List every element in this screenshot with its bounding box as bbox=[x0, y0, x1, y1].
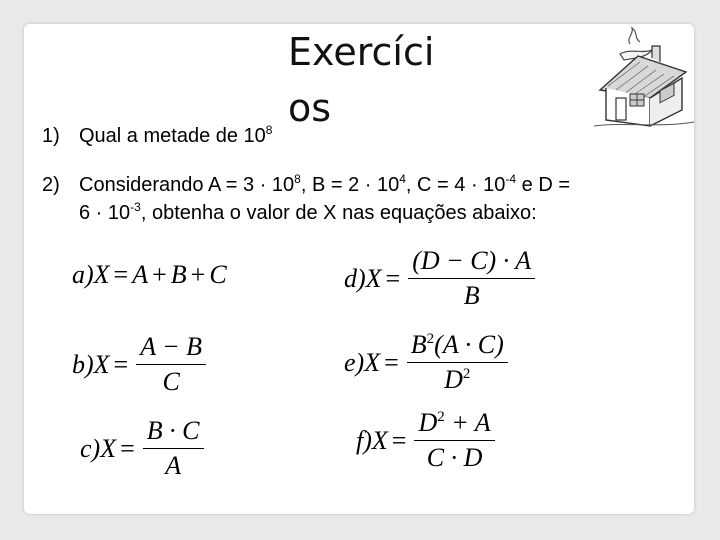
term: C bbox=[209, 260, 227, 289]
equals-sign: = bbox=[113, 349, 129, 379]
term: B bbox=[170, 260, 187, 289]
equals-sign: = bbox=[120, 433, 135, 463]
question-text-line-1: Considerando $A = 3 \cdot 10^8$, $B = 2 \cdot 10^4$, $C = 4 \cdot 10^{-4}$ e D = bbox=[79, 172, 571, 196]
slide-title: Exercícios bbox=[288, 30, 435, 130]
equals-sign: = bbox=[113, 260, 129, 289]
fraction bbox=[143, 416, 204, 481]
fraction bbox=[136, 332, 206, 397]
term: A bbox=[132, 260, 149, 289]
equals-sign: = bbox=[391, 425, 407, 455]
equation-label: e)X bbox=[344, 347, 381, 377]
fraction bbox=[407, 330, 508, 395]
equation-c bbox=[80, 416, 204, 481]
equation-b bbox=[72, 332, 206, 397]
equation-label: c)X bbox=[80, 433, 117, 463]
denominator: C bbox=[162, 367, 180, 396]
denominator: $D^2$ bbox=[444, 365, 471, 394]
question-number: 1) bbox=[42, 125, 60, 147]
question-number: 2) bbox=[42, 174, 60, 196]
question-text: Qual a metade de $10^8$ bbox=[79, 123, 273, 147]
equals-sign: = bbox=[384, 347, 399, 377]
equation-e bbox=[344, 330, 508, 395]
fraction bbox=[408, 246, 535, 311]
numerator: A − B bbox=[136, 332, 206, 365]
equation-label: b)X bbox=[72, 349, 110, 379]
numerator: $B^2(A \cdot C)$ bbox=[407, 330, 508, 363]
operator: + bbox=[152, 260, 167, 289]
equation-label: f)X bbox=[356, 425, 388, 455]
house-sketch-icon bbox=[590, 24, 698, 128]
equation-d bbox=[344, 246, 535, 311]
operator: + bbox=[190, 260, 206, 289]
equation-label: a)X bbox=[72, 260, 110, 289]
denominator: A bbox=[165, 451, 182, 480]
fraction bbox=[414, 408, 494, 473]
equation-label: d)X bbox=[344, 263, 382, 293]
denominator: C · D bbox=[426, 443, 483, 472]
equation-f bbox=[356, 408, 495, 473]
equals-sign: = bbox=[385, 263, 401, 293]
denominator: B bbox=[463, 281, 480, 310]
question-text-line-2: $6 \cdot 10^{-3}$, obtenha o valor de X nas equações abaixo: bbox=[79, 200, 537, 224]
equation-a bbox=[72, 260, 227, 290]
numerator: $D^2 + A$ bbox=[414, 408, 494, 441]
numerator: B · C bbox=[143, 416, 204, 449]
numerator: (D − C) · A bbox=[408, 246, 535, 279]
